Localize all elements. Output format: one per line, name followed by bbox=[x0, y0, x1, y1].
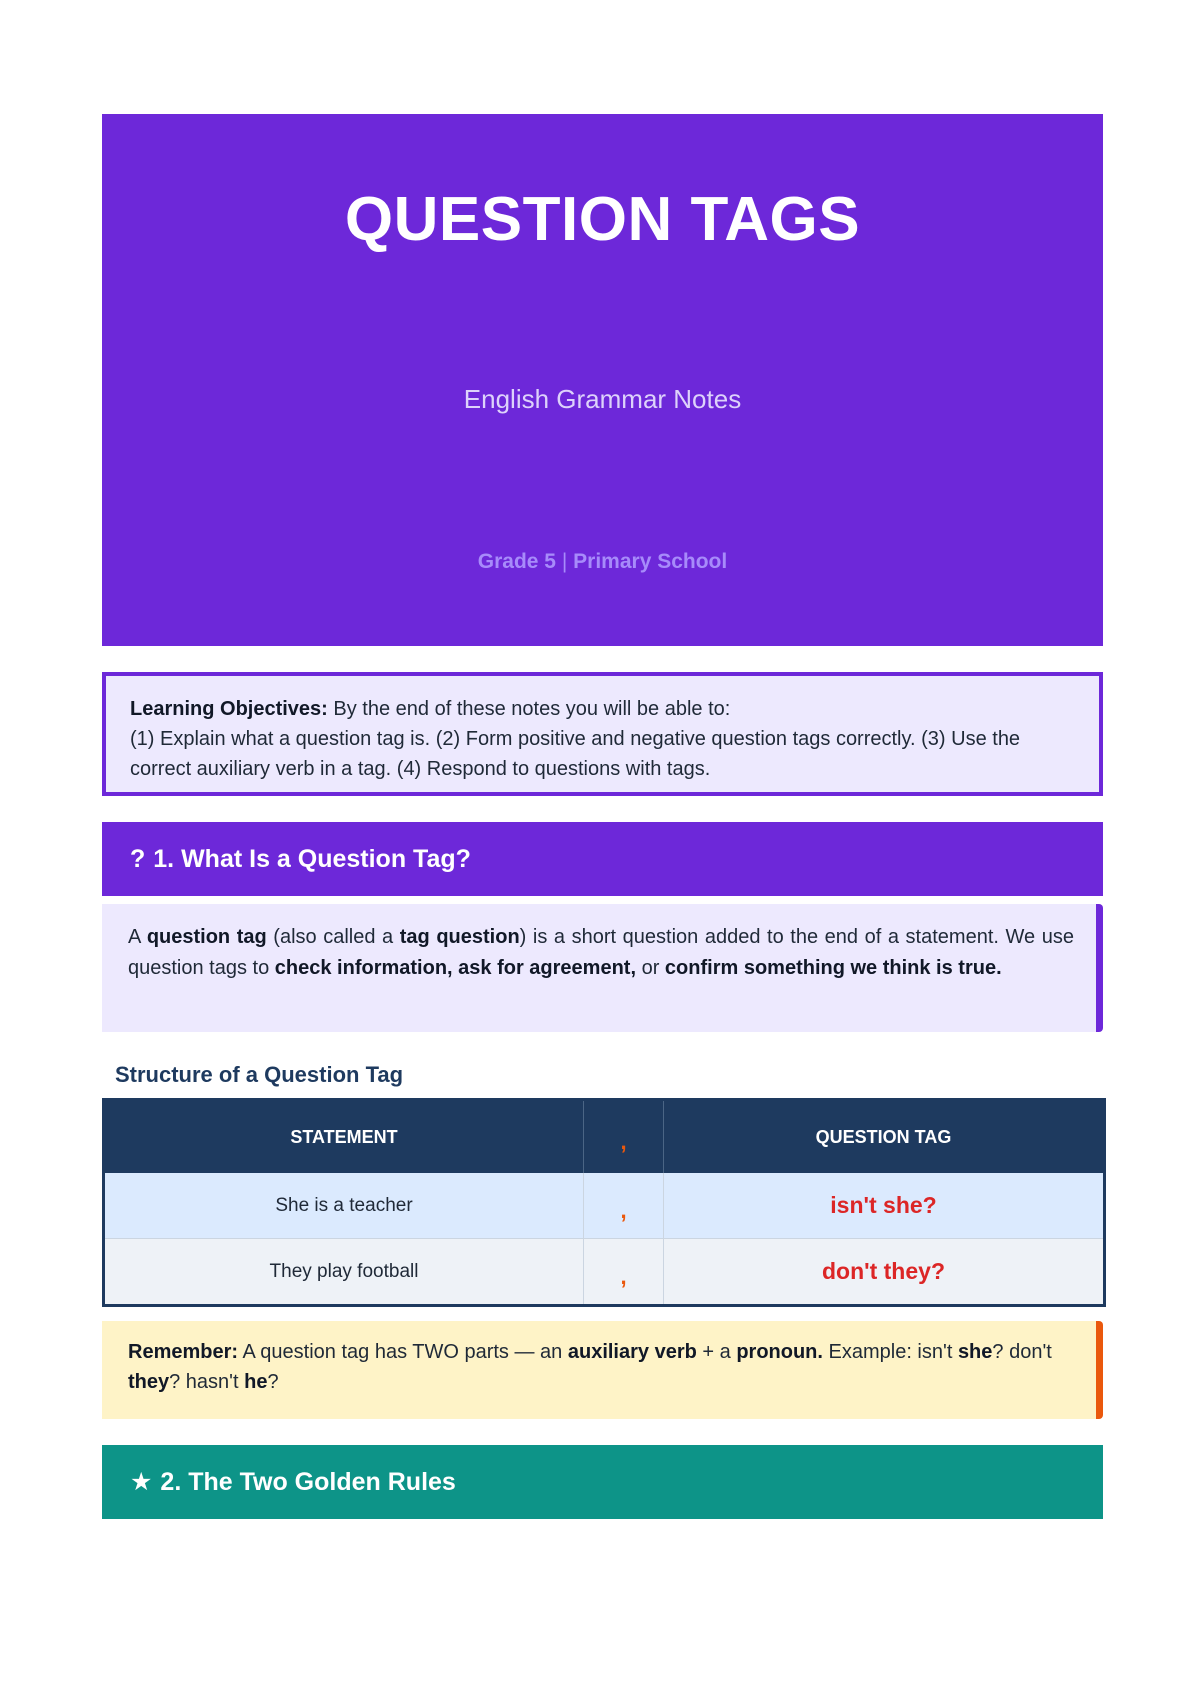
comma-mark: , bbox=[620, 1263, 627, 1289]
definition-bold: check information, ask for agreement, bbox=[274, 957, 637, 979]
grade-separator: | bbox=[561, 550, 568, 573]
definition-text: A bbox=[128, 926, 147, 948]
structure-title: Structure of a Question Tag bbox=[115, 1062, 404, 1087]
structure-table bbox=[102, 1098, 1106, 1307]
statement-cell: They play football bbox=[104, 1239, 584, 1306]
star-icon: ★ bbox=[130, 1468, 153, 1496]
section-1-header bbox=[102, 822, 1103, 896]
grade-label: Grade 5 bbox=[477, 550, 556, 573]
cover-banner bbox=[102, 114, 1103, 646]
header-statement: STATEMENT bbox=[104, 1100, 584, 1174]
remember-text: + a bbox=[696, 1341, 737, 1363]
comma-cell bbox=[584, 1239, 664, 1306]
document-page bbox=[102, 114, 1103, 1519]
definition-bold: confirm something we think is true. bbox=[664, 957, 1002, 979]
remember-text: Example: isn't bbox=[822, 1341, 958, 1363]
remember-box bbox=[102, 1321, 1103, 1419]
cover-subtitle: English Grammar Notes bbox=[463, 384, 742, 414]
remember-label: Remember: bbox=[128, 1341, 239, 1363]
definition-text: ) is a short question added to the end of a statement. We use question tags to bbox=[128, 926, 1074, 979]
table-row bbox=[104, 1239, 1105, 1306]
objectives-items: (1) Explain what a question tag is. (2) Form positive and negative question tags correctly. (3) Use the correct auxiliary verb in a tag. (4) Respond to questions with tags. bbox=[130, 728, 1021, 780]
question-mark-icon: ? bbox=[130, 844, 146, 873]
remember-text: ? hasn't bbox=[169, 1371, 245, 1393]
school-label: Primary School bbox=[573, 550, 728, 573]
statement-cell: She is a teacher bbox=[104, 1173, 584, 1239]
header-comma bbox=[584, 1100, 664, 1174]
tag-cell bbox=[664, 1173, 1105, 1239]
tag-text: don't they? bbox=[821, 1258, 945, 1284]
tag-cell bbox=[664, 1239, 1105, 1306]
section-2-title: 2. The Two Golden Rules bbox=[160, 1467, 456, 1496]
section-2-header bbox=[102, 1445, 1103, 1519]
header-question-tag: QUESTION TAG bbox=[664, 1100, 1105, 1174]
remember-bold: they bbox=[128, 1371, 170, 1393]
remember-text: ? bbox=[267, 1371, 279, 1393]
definition-bold: tag question bbox=[399, 926, 520, 948]
objectives-intro: By the end of these notes you will be able to: bbox=[327, 698, 731, 720]
table-header-row bbox=[104, 1100, 1105, 1174]
learning-objectives-box bbox=[102, 672, 1103, 796]
cover-grade-line bbox=[102, 550, 1103, 574]
definition-text: (also called a bbox=[266, 926, 400, 948]
comma-mark: , bbox=[620, 1129, 627, 1154]
tag-text: isn't she? bbox=[830, 1192, 937, 1218]
section-1-title: 1. What Is a Question Tag? bbox=[153, 844, 471, 873]
remember-bold: auxiliary verb bbox=[567, 1341, 697, 1363]
remember-bold: pronoun. bbox=[736, 1341, 823, 1363]
remember-bold: he bbox=[244, 1371, 268, 1393]
definition-text: or bbox=[636, 957, 665, 979]
definition-bold: question tag bbox=[146, 926, 267, 948]
comma-cell bbox=[584, 1173, 664, 1239]
comma-mark: , bbox=[620, 1197, 627, 1223]
remember-text: ? don't bbox=[992, 1341, 1052, 1363]
cover-title: QUESTION TAGS bbox=[344, 185, 861, 254]
table-row bbox=[104, 1173, 1105, 1239]
remember-text: A question tag has TWO parts — an bbox=[238, 1341, 568, 1363]
remember-bold: she bbox=[957, 1341, 993, 1363]
objectives-label: Learning Objectives: bbox=[130, 698, 328, 720]
definition-box bbox=[102, 904, 1103, 1032]
